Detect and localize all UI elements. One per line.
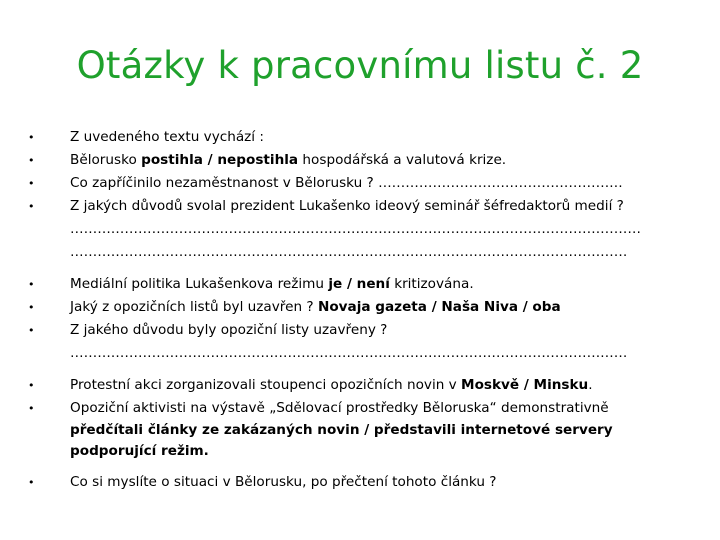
bullet-icon: • [28, 154, 35, 167]
question-text: Mediální politika Lukašenkova režimu [70, 276, 329, 292]
bullet-icon: • [28, 200, 35, 213]
spacer [28, 264, 708, 273]
list-item [28, 126, 708, 149]
spacer [28, 462, 708, 471]
question-text: Opoziční aktivisti na výstavě „Sdělovací prostředky Běloruska“ demonstrativně [70, 400, 609, 416]
answer-line: …………………………………………………………………………………………………………… [70, 244, 628, 260]
list-item [28, 149, 708, 172]
bullet-icon: • [28, 379, 35, 392]
bullet-icon: • [28, 402, 35, 415]
answer-line: ……………………………………………………………………………………………………………… [70, 221, 641, 237]
slide-title: Otázky k pracovnímu listu č. 2 [76, 44, 644, 87]
choice-options: předčítali články ze zakázaných novin / představili internetové servery [70, 422, 613, 438]
question-text: Jaký z opozičních listů byl uzavřen ? [70, 299, 318, 315]
bullet-icon: • [28, 476, 35, 489]
choice-options: podporující režim. [70, 443, 209, 459]
bullet-icon: • [28, 131, 35, 144]
question-text: Protestní akci zorganizovali stoupenci opozičních novin v [70, 377, 462, 393]
bullet-icon: • [28, 324, 35, 337]
bullet-icon: • [28, 278, 35, 291]
list-item [28, 172, 708, 195]
list-item [28, 195, 708, 264]
choice-options: postihla / nepostihla [141, 152, 299, 168]
question-text: kritizována. [389, 276, 474, 292]
question-text: . [588, 377, 593, 393]
spacer [28, 365, 708, 374]
question-text: Co zapříčinilo nezaměstnanost v Bělorusku ? ……………………………………………… [70, 175, 623, 191]
choice-options: Novaja gazeta / Naša Niva / oba [317, 299, 561, 315]
choice-options: je / není [328, 276, 390, 292]
question-list [28, 126, 708, 494]
question-text: Z jakého důvodu byly opoziční listy uzavřeny ? [70, 322, 388, 338]
question-text: hospodářská a valutová krize. [298, 152, 507, 168]
list-item [28, 296, 708, 319]
question-text: Z jakých důvodů svolal prezident Lukašenko ideový seminář šéfredaktorů medií ? [70, 198, 624, 214]
list-item [28, 471, 708, 494]
answer-line: …………………………………………………………………………………………………………… [70, 345, 628, 361]
question-text: Co si myslíte o situaci v Bělorusku, po přečtení tohoto článku ? [70, 474, 497, 490]
list-item [28, 397, 708, 462]
list-item [28, 273, 708, 296]
question-text: Bělorusko [70, 152, 142, 168]
list-item [28, 374, 708, 397]
bullet-icon: • [28, 177, 35, 190]
list-item [28, 319, 708, 365]
question-text: Z uvedeného textu vychází : [70, 129, 264, 145]
choice-options: Moskvě / Minsku [461, 377, 589, 393]
bullet-icon: • [28, 301, 35, 314]
